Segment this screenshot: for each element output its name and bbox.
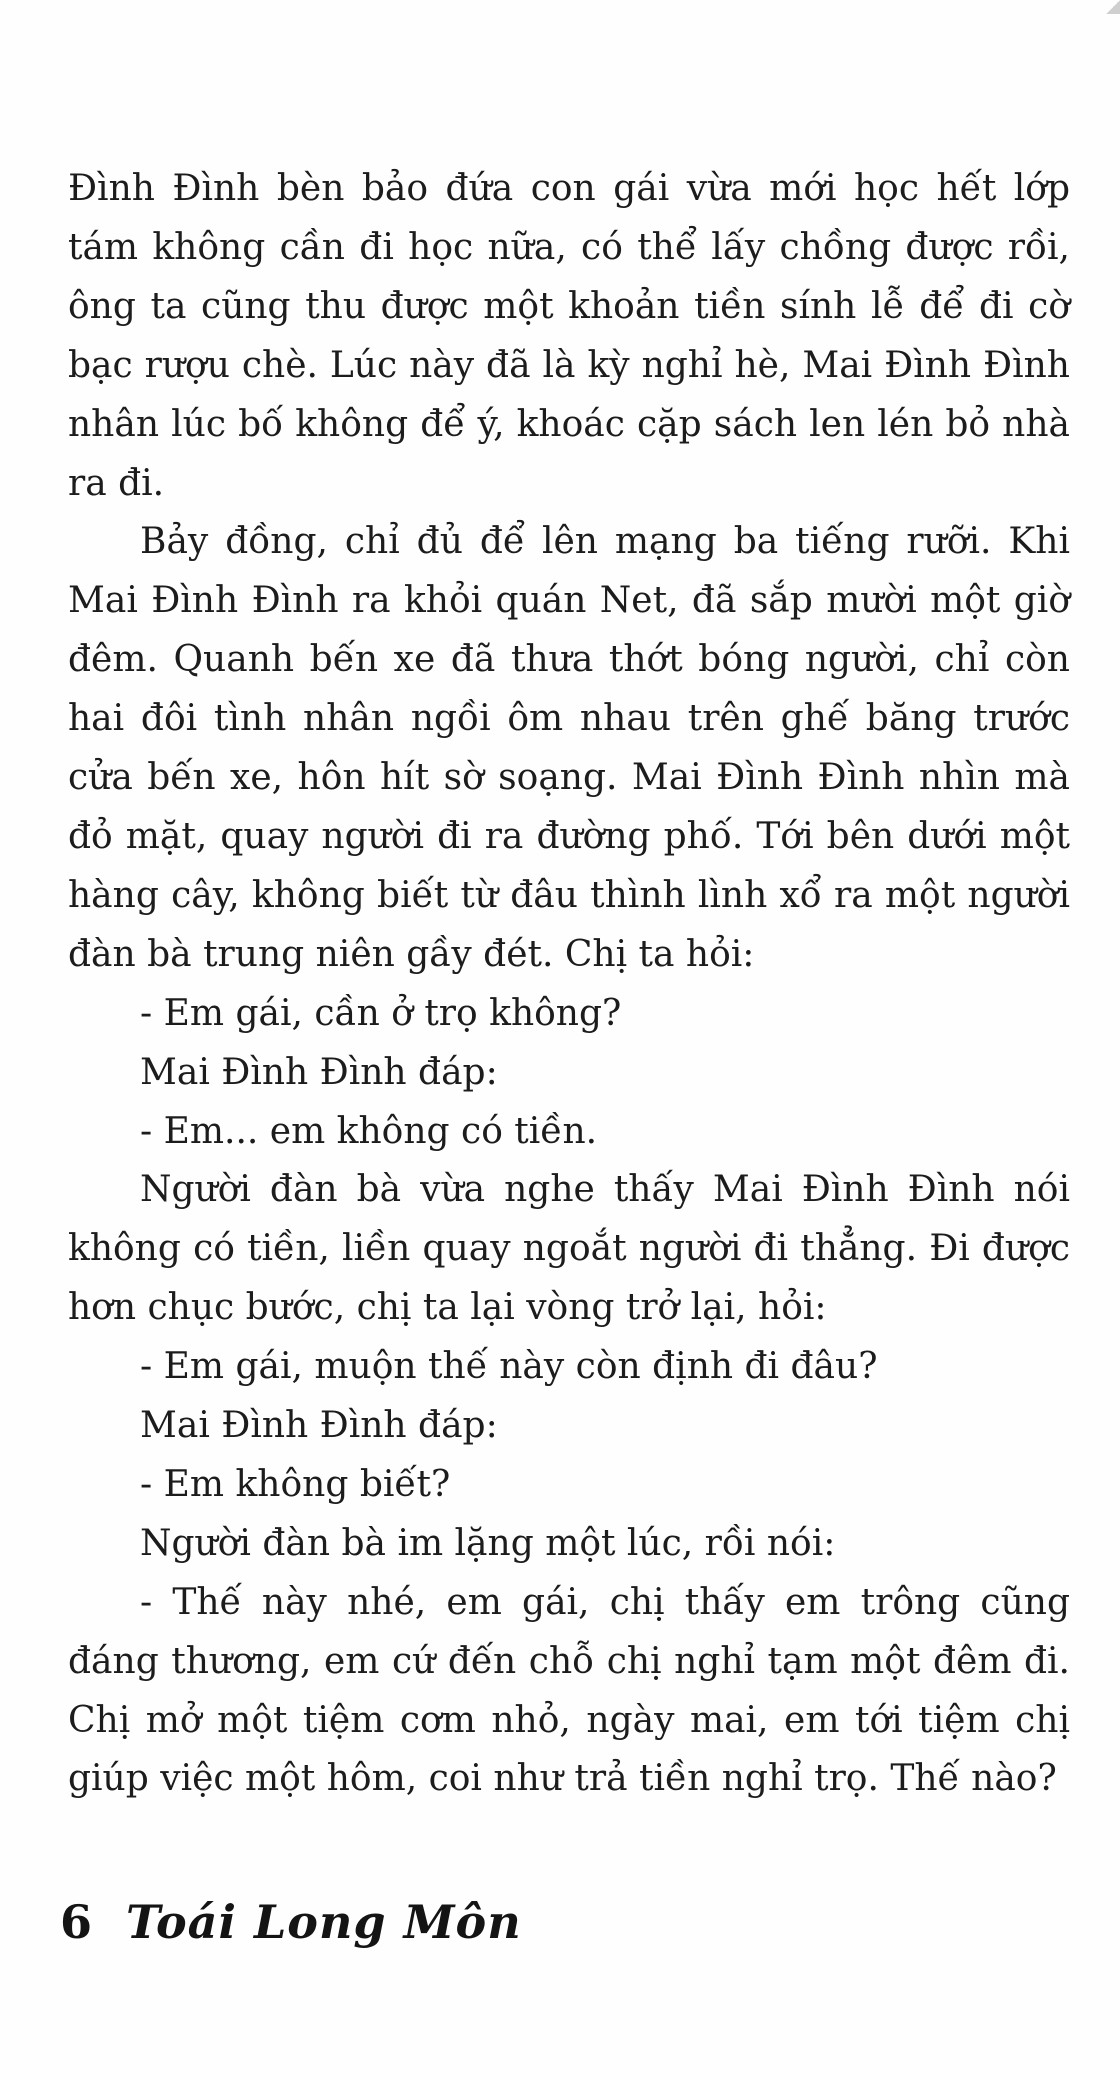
dialog-line: - Em... em không có tiền.: [140, 1110, 598, 1152]
page-corner-shadow: [1106, 0, 1120, 14]
dialog-line: - Em không biết?: [140, 1463, 451, 1505]
dialog-line: - Em gái, muộn thế này còn định đi đâu?: [140, 1346, 878, 1388]
paragraph: - Thế này nhé, em gái, chị thấy em trông cũng đáng thương, em cứ đến chỗ chị nghỉ tạm một đêm đi. Chị mở một tiệm cơm nhỏ, ngày mai, em tới tiệm chị giúp việc một hôm, coi như trả tiền nghỉ trọ. Thế nào?: [68, 1581, 1070, 1800]
paragraph: Bảy đồng, chỉ đủ để lên mạng ba tiếng rưỡi. Khi Mai Đình Đình ra khỏi quán Net, đã sắp mười một giờ đêm. Quanh bến xe đã thưa thớt bóng người, chỉ còn hai đôi tình nhân ngồi ôm nhau trên ghế băng trước cửa bến xe, hôn hít sờ soạng. Mai Đình Đình nhìn mà đỏ mặt, quay người đi ra đường phố. Tới bên dưới một hàng cây, không biết từ đâu thình lình xổ ra một người đàn bà trung niên gầy đét. Chị ta hỏi:: [68, 521, 1070, 975]
dialog-line: Mai Đình Đình đáp:: [140, 1405, 498, 1447]
dialog-line: Người đàn bà im lặng một lúc, rồi nói:: [140, 1522, 836, 1564]
dialog-line: Mai Đình Đình đáp:: [140, 1051, 498, 1093]
book-title: Toái Long Môn: [126, 1895, 522, 1949]
paragraph: Người đàn bà vừa nghe thấy Mai Đình Đình nói không có tiền, liền quay ngoắt người đi thẳng. Đi được hơn chục bước, chị ta lại vòng trở lại, hỏi:: [68, 1169, 1070, 1329]
body-text: [68, 160, 1070, 1809]
dialog-line: - Em gái, cần ở trọ không?: [140, 992, 622, 1034]
paragraph: Đình Đình bèn bảo đứa con gái vừa mới học hết lớp tám không cần đi học nữa, có thể lấy chồng được rồi, ông ta cũng thu được một khoản tiền sính lễ để đi cờ bạc rượu chè. Lúc này đã là kỳ nghỉ hè, Mai Đình Đình nhân lúc bố không để ý, khoác cặp sách len lén bỏ nhà ra đi.: [68, 168, 1070, 504]
page-footer: [60, 1895, 522, 1949]
page-number: 6: [60, 1895, 93, 1949]
